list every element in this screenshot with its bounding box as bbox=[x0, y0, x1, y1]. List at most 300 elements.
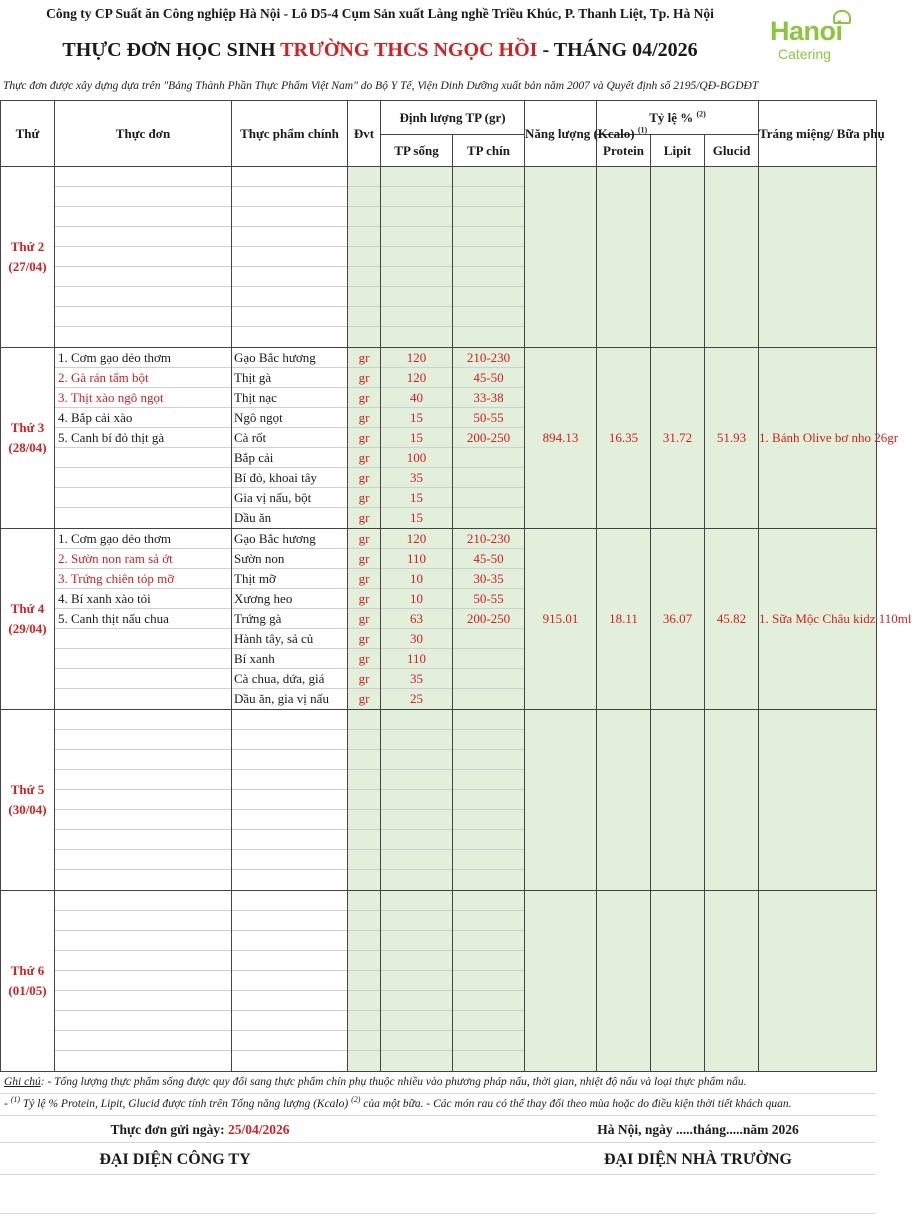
unit-line bbox=[348, 850, 380, 870]
raw-qty-cell bbox=[381, 891, 453, 1072]
note-label: Ghi chú bbox=[4, 1076, 41, 1088]
lipid-value: 31.72 bbox=[651, 348, 705, 529]
ingredient-line: Dầu ăn, gia vị nấu bbox=[234, 691, 329, 706]
raw-qty-line bbox=[381, 1031, 452, 1051]
cooked-qty-cell bbox=[453, 529, 525, 710]
lipid-value bbox=[651, 167, 705, 348]
dish-line: 2. Gà rán tẩm bột bbox=[55, 368, 231, 388]
col-energy-label: Năng lượng (Kcalo) bbox=[525, 126, 635, 141]
cooked-qty-cell bbox=[453, 167, 525, 348]
raw-qty-line bbox=[381, 971, 452, 991]
dish-list bbox=[55, 348, 231, 528]
sent-label: Thực đơn gửi ngày: bbox=[110, 1122, 228, 1137]
unit-line: gr bbox=[348, 589, 380, 609]
title-school: TRƯỜNG THCS NGỌC HỒI bbox=[280, 39, 538, 61]
raw-qty-line bbox=[381, 810, 452, 830]
raw-qty-line: 110 bbox=[381, 549, 452, 569]
place-date-line: Hà Nội, ngày .....tháng.....năm 2026 bbox=[597, 1122, 799, 1137]
day-date: (01/05) bbox=[8, 983, 47, 998]
raw-qty-list bbox=[381, 529, 452, 709]
ingredient-line: Ngô ngọt bbox=[232, 408, 347, 428]
raw-qty-line: 10 bbox=[381, 569, 452, 589]
dish-cell bbox=[55, 891, 232, 1072]
raw-qty-line bbox=[381, 227, 452, 247]
cooked-qty-line bbox=[453, 750, 524, 770]
ingredient-line: Sườn non bbox=[232, 549, 347, 569]
day-row bbox=[1, 529, 877, 710]
raw-qty-line bbox=[381, 307, 452, 327]
ingredient-list bbox=[232, 529, 347, 709]
unit-line bbox=[348, 991, 380, 1011]
cooked-qty-line: 200-250 bbox=[453, 428, 524, 448]
day-label bbox=[1, 529, 55, 710]
menu-body bbox=[1, 167, 912, 1072]
cooked-qty-line bbox=[453, 187, 524, 207]
dish-line bbox=[55, 649, 231, 669]
unit-line: gr bbox=[348, 488, 380, 508]
ingredient-line: Bí xanh bbox=[232, 649, 347, 669]
cooked-qty-line: 50-55 bbox=[453, 589, 524, 609]
raw-qty-line: 63 bbox=[381, 609, 452, 629]
cooked-qty-line bbox=[453, 227, 524, 247]
note-2-end: của một bữa. - Các món rau có thể thay đổi theo mùa hoặc do điều kiện thời tiết khách quan. bbox=[360, 1098, 792, 1110]
unit-line bbox=[348, 1031, 380, 1051]
raw-qty-line bbox=[381, 991, 452, 1011]
cooked-qty-list bbox=[453, 529, 524, 709]
dish-list bbox=[55, 529, 231, 709]
unit-line: gr bbox=[348, 348, 380, 368]
ingredient-line bbox=[232, 750, 347, 770]
raw-qty-line bbox=[381, 207, 452, 227]
col-ingredient: Thực phẩm chính bbox=[232, 101, 348, 167]
note-2-sup2: (2) bbox=[351, 1095, 361, 1105]
ingredient-line bbox=[232, 850, 347, 870]
dessert-value bbox=[759, 891, 877, 1072]
unit-line bbox=[348, 1051, 380, 1071]
note-2-sup1: (1) bbox=[10, 1095, 21, 1105]
ingredient-line: Xương heo bbox=[232, 589, 347, 609]
ingredient-line bbox=[232, 991, 347, 1011]
dish-line bbox=[55, 971, 231, 991]
cooked-qty-list bbox=[453, 348, 524, 528]
dish-cell bbox=[55, 710, 232, 891]
lipid-value bbox=[651, 710, 705, 891]
dish-line bbox=[55, 850, 231, 870]
cooked-qty-list bbox=[453, 167, 524, 347]
cooked-qty-line: 200-250 bbox=[453, 609, 524, 629]
unit-list bbox=[348, 348, 380, 528]
day-label bbox=[1, 348, 55, 529]
dish-line bbox=[55, 167, 231, 187]
energy-value bbox=[525, 710, 597, 891]
raw-qty-line: 40 bbox=[381, 388, 452, 408]
dish-line: 1. Cơm gạo dẻo thơm bbox=[55, 529, 231, 549]
unit-line: gr bbox=[348, 629, 380, 649]
dish-line bbox=[55, 629, 231, 649]
dish-line bbox=[55, 689, 231, 709]
ingredient-list bbox=[232, 167, 347, 347]
lipid-value: 36.07 bbox=[651, 529, 705, 710]
unit-line bbox=[348, 307, 380, 327]
raw-qty-line bbox=[381, 951, 452, 971]
dish-line bbox=[55, 669, 231, 689]
dish-list bbox=[55, 891, 231, 1071]
cooked-qty-line bbox=[453, 710, 524, 730]
unit-line: gr bbox=[348, 428, 380, 448]
dessert-value: 1. Sữa Mộc Châu kidz 110ml bbox=[759, 529, 877, 710]
unit-cell bbox=[348, 710, 381, 891]
unit-line bbox=[348, 911, 380, 931]
raw-qty-line bbox=[381, 247, 452, 267]
menu-table bbox=[0, 100, 912, 1072]
energy-value: 915.01 bbox=[525, 529, 597, 710]
dish-line bbox=[55, 1051, 231, 1071]
col-quantity-group: Định lượng TP (gr) bbox=[381, 101, 525, 135]
dish-line: 3. Trứng chiên tóp mỡ bbox=[55, 569, 231, 589]
day-label bbox=[1, 710, 55, 891]
title-prefix: THỰC ĐƠN HỌC SINH bbox=[62, 39, 281, 61]
raw-qty-line: 35 bbox=[381, 669, 452, 689]
raw-qty-line: 10 bbox=[381, 589, 452, 609]
ingredient-line bbox=[232, 710, 347, 730]
unit-line: gr bbox=[348, 669, 380, 689]
cooked-qty-line bbox=[453, 488, 524, 508]
raw-qty-line bbox=[381, 911, 452, 931]
ingredient-line bbox=[232, 167, 347, 187]
raw-qty-list bbox=[381, 348, 452, 528]
dish-line bbox=[55, 810, 231, 830]
dessert-value: 1. Bánh Olive bơ nho 26gr bbox=[759, 348, 877, 529]
cooked-qty-line bbox=[453, 1051, 524, 1071]
ingredient-list bbox=[232, 710, 347, 890]
unit-line bbox=[348, 770, 380, 790]
logo-subtitle: Catering bbox=[778, 46, 831, 62]
unit-list bbox=[348, 891, 380, 1071]
day-row bbox=[1, 348, 877, 529]
raw-qty-line bbox=[381, 830, 452, 850]
unit-line: gr bbox=[348, 609, 380, 629]
unit-line bbox=[348, 327, 380, 347]
day-name: Thứ 6 bbox=[10, 963, 45, 978]
dish-line bbox=[55, 1011, 231, 1031]
raw-qty-line bbox=[381, 187, 452, 207]
dish-line bbox=[55, 508, 231, 528]
day-name: Thứ 4 bbox=[10, 601, 45, 616]
dish-list bbox=[55, 167, 231, 347]
ingredient-line bbox=[232, 247, 347, 267]
unit-line bbox=[348, 971, 380, 991]
dish-line bbox=[55, 991, 231, 1011]
protein-value bbox=[597, 167, 651, 348]
raw-qty-line: 100 bbox=[381, 448, 452, 468]
unit-line: gr bbox=[358, 691, 370, 706]
unit-line bbox=[348, 247, 380, 267]
col-glucid: Glucid bbox=[705, 135, 759, 167]
cooked-qty-line: 210-230 bbox=[453, 529, 524, 549]
raw-qty-line: 35 bbox=[381, 468, 452, 488]
col-cooked: TP chín bbox=[453, 135, 525, 167]
col-raw: TP sống bbox=[381, 135, 453, 167]
cooked-qty-line bbox=[453, 911, 524, 931]
raw-qty-line: 15 bbox=[381, 408, 452, 428]
unit-line bbox=[348, 730, 380, 750]
protein-value: 18.11 bbox=[597, 529, 651, 710]
ingredient-line: Hành tây, sả củ bbox=[232, 629, 347, 649]
cooked-qty-line bbox=[453, 891, 524, 911]
dish-line bbox=[55, 891, 231, 911]
cooked-qty-list bbox=[453, 891, 524, 1071]
dish-line bbox=[55, 247, 231, 267]
day-row bbox=[1, 891, 877, 1072]
cooked-qty-line bbox=[453, 448, 524, 468]
cooked-qty-line bbox=[453, 810, 524, 830]
raw-qty-line: 120 bbox=[381, 348, 452, 368]
dish-list bbox=[55, 710, 231, 890]
dish-line: 4. Bí xanh xào tỏi bbox=[55, 589, 231, 609]
raw-qty-line: 120 bbox=[381, 368, 452, 388]
ingredient-line bbox=[232, 227, 347, 247]
ingredient-line bbox=[232, 730, 347, 750]
footnote-2 bbox=[0, 1093, 876, 1115]
unit-line bbox=[348, 207, 380, 227]
raw-qty-line: 25 bbox=[410, 691, 423, 706]
ingredient-line: Gạo Bắc hương bbox=[232, 348, 347, 368]
raw-qty-line bbox=[381, 891, 452, 911]
col-protein: Protein bbox=[597, 135, 651, 167]
ingredient-line: Trứng gà bbox=[232, 609, 347, 629]
dish-line bbox=[55, 207, 231, 227]
raw-qty-line: 15 bbox=[381, 428, 452, 448]
ingredient-line: Thịt gà bbox=[232, 368, 347, 388]
energy-value: 894.13 bbox=[525, 348, 597, 529]
dish-line bbox=[55, 770, 231, 790]
day-label bbox=[1, 167, 55, 348]
day-row bbox=[1, 710, 877, 891]
energy-value bbox=[525, 167, 597, 348]
ingredient-line bbox=[232, 790, 347, 810]
ingredient-line bbox=[232, 830, 347, 850]
cooked-qty-line bbox=[453, 770, 524, 790]
unit-cell bbox=[348, 891, 381, 1072]
ingredient-line bbox=[232, 307, 347, 327]
protein-value bbox=[597, 891, 651, 1072]
unit-line bbox=[348, 167, 380, 187]
raw-qty-line: 110 bbox=[381, 649, 452, 669]
ingredient-list bbox=[232, 348, 347, 528]
raw-qty-line bbox=[381, 327, 452, 347]
cooked-qty-line bbox=[453, 327, 524, 347]
raw-qty-line bbox=[381, 167, 452, 187]
day-date: (30/04) bbox=[8, 802, 47, 817]
ingredient-line bbox=[232, 207, 347, 227]
unit-line bbox=[348, 931, 380, 951]
cooked-qty-line: 210-230 bbox=[453, 348, 524, 368]
footnote-1 bbox=[0, 1071, 876, 1093]
unit-line bbox=[348, 710, 380, 730]
dessert-value bbox=[759, 167, 877, 348]
ingredient-line bbox=[232, 810, 347, 830]
raw-qty-cell bbox=[381, 710, 453, 891]
raw-qty-cell bbox=[381, 529, 453, 710]
ingredient-line: Dầu ăn bbox=[234, 510, 272, 525]
unit-line bbox=[348, 287, 380, 307]
unit-list bbox=[348, 529, 380, 709]
glucid-value: 45.82 bbox=[705, 529, 759, 710]
unit-line: gr bbox=[358, 510, 370, 525]
cooked-qty-line bbox=[453, 1031, 524, 1051]
raw-qty-line bbox=[381, 790, 452, 810]
unit-line: gr bbox=[348, 448, 380, 468]
dish-line bbox=[55, 488, 231, 508]
protein-value: 16.35 bbox=[597, 348, 651, 529]
dish-line bbox=[55, 790, 231, 810]
note-1-text: : - Tổng lượng thực phẩm sống được quy đổi sang thực phẩm chín phụ thuộc nhiều vào phương pháp nấu, thời gian, nhiệt độ nấu và loại thực phẩm nấu. bbox=[40, 1076, 747, 1088]
ingredient-line bbox=[232, 1051, 347, 1071]
ratio-footnote-mark: (2) bbox=[696, 109, 706, 119]
dish-cell bbox=[55, 348, 232, 529]
unit-cell bbox=[348, 529, 381, 710]
ingredient-line: Thịt mỡ bbox=[232, 569, 347, 589]
ingredient-line bbox=[232, 1031, 347, 1051]
raw-qty-line: 30 bbox=[381, 629, 452, 649]
ingredient-line: Bắp cải bbox=[232, 448, 347, 468]
company-representative: ĐẠI DIỆN CÔNG TY bbox=[99, 1151, 251, 1168]
unit-line: gr bbox=[348, 569, 380, 589]
unit-line: gr bbox=[348, 408, 380, 428]
day-date: (28/04) bbox=[8, 440, 47, 455]
ingredient-line bbox=[232, 1011, 347, 1031]
dish-line bbox=[55, 951, 231, 971]
dish-line bbox=[55, 267, 231, 287]
cooked-qty-line bbox=[453, 468, 524, 488]
page-title bbox=[0, 32, 760, 68]
school-representative: ĐẠI DIỆN NHÀ TRƯỜNG bbox=[603, 1151, 792, 1168]
unit-line: gr bbox=[348, 649, 380, 669]
ingredient-line bbox=[232, 187, 347, 207]
raw-qty-line bbox=[381, 1011, 452, 1031]
dish-line bbox=[55, 287, 231, 307]
dish-line bbox=[55, 227, 231, 247]
cooked-qty-line bbox=[453, 951, 524, 971]
dish-line bbox=[55, 1031, 231, 1051]
raw-qty-line bbox=[381, 730, 452, 750]
cooked-qty-line bbox=[453, 991, 524, 1011]
raw-qty-line bbox=[381, 870, 452, 890]
dish-line: 3. Thịt xào ngô ngọt bbox=[55, 388, 231, 408]
cooked-qty-line bbox=[453, 649, 524, 669]
ingredient-line: Cà chua, dứa, giá bbox=[232, 669, 347, 689]
cooked-qty-line bbox=[453, 167, 524, 187]
cooked-qty-line bbox=[453, 870, 524, 890]
cooked-qty-cell bbox=[453, 348, 525, 529]
cooked-qty-line bbox=[453, 508, 524, 528]
cooked-qty-line bbox=[453, 669, 524, 689]
dish-line bbox=[55, 911, 231, 931]
cooked-qty-line: 30-35 bbox=[453, 569, 524, 589]
energy-value bbox=[525, 891, 597, 1072]
cooked-qty-cell bbox=[453, 710, 525, 891]
glucid-value bbox=[705, 167, 759, 348]
unit-line bbox=[348, 951, 380, 971]
ingredient-list bbox=[232, 891, 347, 1071]
cooked-qty-line bbox=[453, 850, 524, 870]
cooked-qty-line bbox=[453, 307, 524, 327]
dish-line bbox=[55, 307, 231, 327]
raw-qty-line bbox=[381, 750, 452, 770]
cooked-qty-cell bbox=[453, 891, 525, 1072]
sent-date: 25/04/2026 bbox=[227, 1122, 290, 1137]
ingredient-line bbox=[232, 770, 347, 790]
col-lipid: Lipit bbox=[651, 135, 705, 167]
day-date: (29/04) bbox=[8, 621, 47, 636]
unit-line bbox=[348, 1011, 380, 1031]
dish-line bbox=[55, 327, 231, 347]
raw-qty-line: 120 bbox=[381, 529, 452, 549]
raw-qty-list bbox=[381, 891, 452, 1071]
unit-list bbox=[348, 167, 380, 347]
ingredient-line: Thịt nạc bbox=[232, 388, 347, 408]
dish-line: 4. Bắp cải xào bbox=[55, 408, 231, 428]
glucid-value: 51.93 bbox=[705, 348, 759, 529]
ingredient-line bbox=[232, 911, 347, 931]
ingredient-cell bbox=[232, 891, 348, 1072]
raw-qty-line bbox=[381, 1051, 452, 1071]
ingredient-line bbox=[232, 870, 347, 890]
dish-line: 1. Cơm gạo dẻo thơm bbox=[55, 348, 231, 368]
basis-note: Thực đơn được xây dựng dựa trên "Bảng Thành Phần Thực Phẩm Việt Nam" do Bộ Y Tế, Viện Dinh Dưỡng xuất bản năm 2007 và Quyết định số 2195/QĐ-BGDĐT bbox=[3, 80, 759, 92]
unit-line: gr bbox=[348, 549, 380, 569]
dish-cell bbox=[55, 167, 232, 348]
cooked-qty-line bbox=[453, 971, 524, 991]
unit-line: gr bbox=[348, 388, 380, 408]
unit-line bbox=[348, 267, 380, 287]
day-name: Thứ 2 bbox=[10, 239, 45, 254]
cooked-qty-line: 33-38 bbox=[453, 388, 524, 408]
day-date: (27/04) bbox=[8, 259, 47, 274]
cooked-qty-line bbox=[453, 629, 524, 649]
cooked-qty-line bbox=[453, 247, 524, 267]
energy-footnote-mark: (1) bbox=[637, 125, 648, 135]
title-suffix: - THÁNG 04/2026 bbox=[537, 39, 698, 61]
raw-qty-line bbox=[381, 850, 452, 870]
note-2-mid: Tỷ lệ % Protein, Lipit, Glucid được tính trên Tổng năng lượng (Kcalo) bbox=[20, 1098, 352, 1110]
cooked-qty-line: 45-50 bbox=[453, 549, 524, 569]
dish-line bbox=[55, 750, 231, 770]
unit-line bbox=[348, 790, 380, 810]
ingredient-line: Cà rốt bbox=[232, 428, 347, 448]
ingredient-line bbox=[232, 287, 347, 307]
ingredient-line bbox=[232, 931, 347, 951]
cooked-qty-line bbox=[453, 830, 524, 850]
dish-line bbox=[55, 187, 231, 207]
cooked-qty-list bbox=[453, 710, 524, 890]
raw-qty-cell bbox=[381, 167, 453, 348]
company-header: Công ty CP Suất ăn Công nghiệp Hà Nội - Lô D5-4 Cụm Sản xuất Làng nghề Triều Khúc, P. Thanh Liệt, Tp. Hà Nội bbox=[46, 6, 714, 21]
dish-line: 5. Canh bí đỏ thịt gà bbox=[55, 428, 231, 448]
raw-qty-line bbox=[381, 770, 452, 790]
logo-wordmark: Hanoi bbox=[770, 16, 843, 46]
day-name: Thứ 5 bbox=[10, 782, 45, 797]
raw-qty-list bbox=[381, 167, 452, 347]
note-2-prefix: - bbox=[4, 1098, 11, 1110]
ingredient-cell bbox=[232, 529, 348, 710]
cooked-qty-line: 50-55 bbox=[453, 408, 524, 428]
cooked-qty-line bbox=[453, 689, 524, 709]
ingredient-cell bbox=[232, 348, 348, 529]
ingredient-line: Bí đỏ, khoai tây bbox=[232, 468, 347, 488]
ingredient-line bbox=[232, 891, 347, 911]
sent-date-line bbox=[0, 1118, 400, 1142]
